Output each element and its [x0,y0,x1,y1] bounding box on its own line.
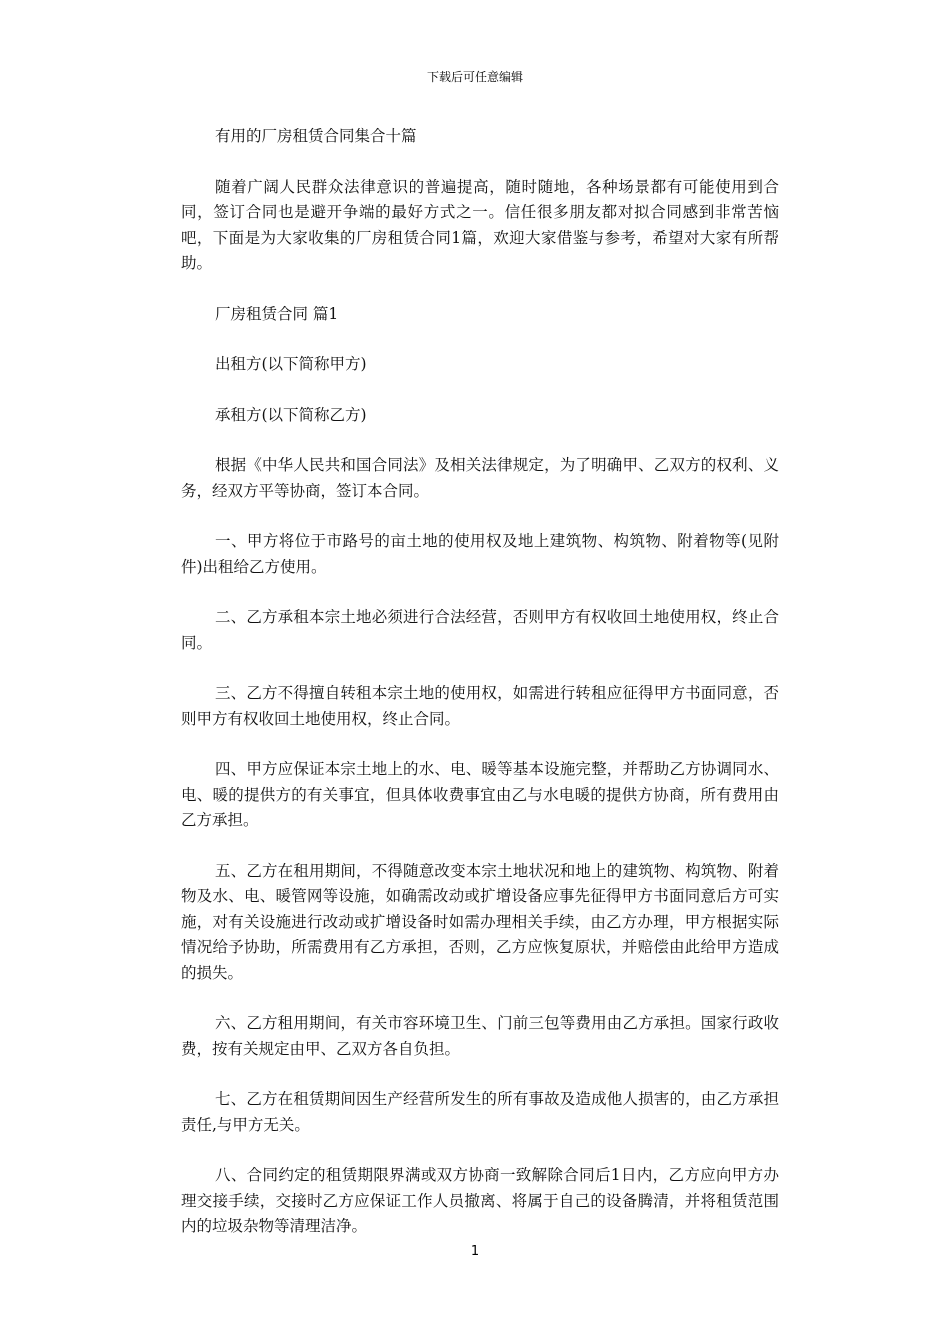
clause-5: 五、乙方在租用期间，不得随意改变本宗土地状况和地上的建筑物、构筑物、附着物及水、电、暖管网等设施，如确需改动或扩增设备应事先征得甲方书面同意后方可实施，对有关设施进行改动或扩增设备时如需办理相关手续，由乙方办理，甲方根据实际情况给予协助，所需费用有乙方承担，否则，乙方应恢复原状，并赔偿由此给甲方造成的损失。 [181,861,779,982]
clause-6: 六、乙方租用期间，有关市容环境卫生、门前三包等费用由乙方承担。国家行政收费，按有关规定由甲、乙双方各自负担。 [181,1014,779,1058]
document-title: 有用的厂房租赁合同集合十篇 [215,127,417,145]
clause-3: 三、乙方不得擅自转租本宗土地的使用权，如需进行转租应征得甲方书面同意，否则甲方有权收回土地使用权，终止合同。 [181,684,779,728]
page-number: 1 [470,1244,480,1259]
clause-4: 四、甲方应保证本宗土地上的水、电、暖等基本设施完整，并帮助乙方协调同水、电、暖的提供方的有关事宜，但具体收费事宜由乙与水电暖的提供方协商，所有费用由乙方承担。 [181,760,779,829]
page-header: 下载后可任意编辑 [426,70,523,84]
section-heading: 厂房租赁合同 篇1 [215,304,339,323]
preamble-paragraph: 根据《中华人民共和国合同法》及相关法律规定，为了明确甲、乙双方的权利、义务，经双方平等协商，签订本合同。 [181,456,779,500]
lessee-line: 承租方(以下简称乙方) [215,405,367,424]
clause-1: 一、甲方将位于市路号的亩土地的使用权及地上建筑物、构筑物、附着物等(见附件)出租给乙方使用。 [181,532,779,576]
clause-7: 七、乙方在租赁期间因生产经营所发生的所有事故及造成他人损害的，由乙方承担责任,与甲方无关。 [181,1090,779,1134]
clause-8: 八、合同约定的租赁期限界满或双方协商一致解除合同后1日内，乙方应向甲方办理交接手续，交接时乙方应保证工作人员撤离、将属于自己的设备腾清，并将租赁范围内的垃圾杂物等清理洁净。 [181,1166,779,1235]
document-body [181,124,779,1265]
clause-2: 二、乙方承租本宗土地必须进行合法经营，否则甲方有权收回土地使用权，终止合同。 [181,608,779,652]
intro-paragraph: 随着广阔人民群众法律意识的普遍提高，随时随地，各种场景都有可能使用到合同，签订合同也是避开争端的最好方式之一。信任很多朋友都对拟合同感到非常苦恼吧，下面是为大家收集的厂房租赁合同1篇，欢迎大家借鉴与参考，希望对大家有所帮助。 [181,177,779,272]
lessor-line: 出租方(以下简称甲方) [215,355,367,373]
